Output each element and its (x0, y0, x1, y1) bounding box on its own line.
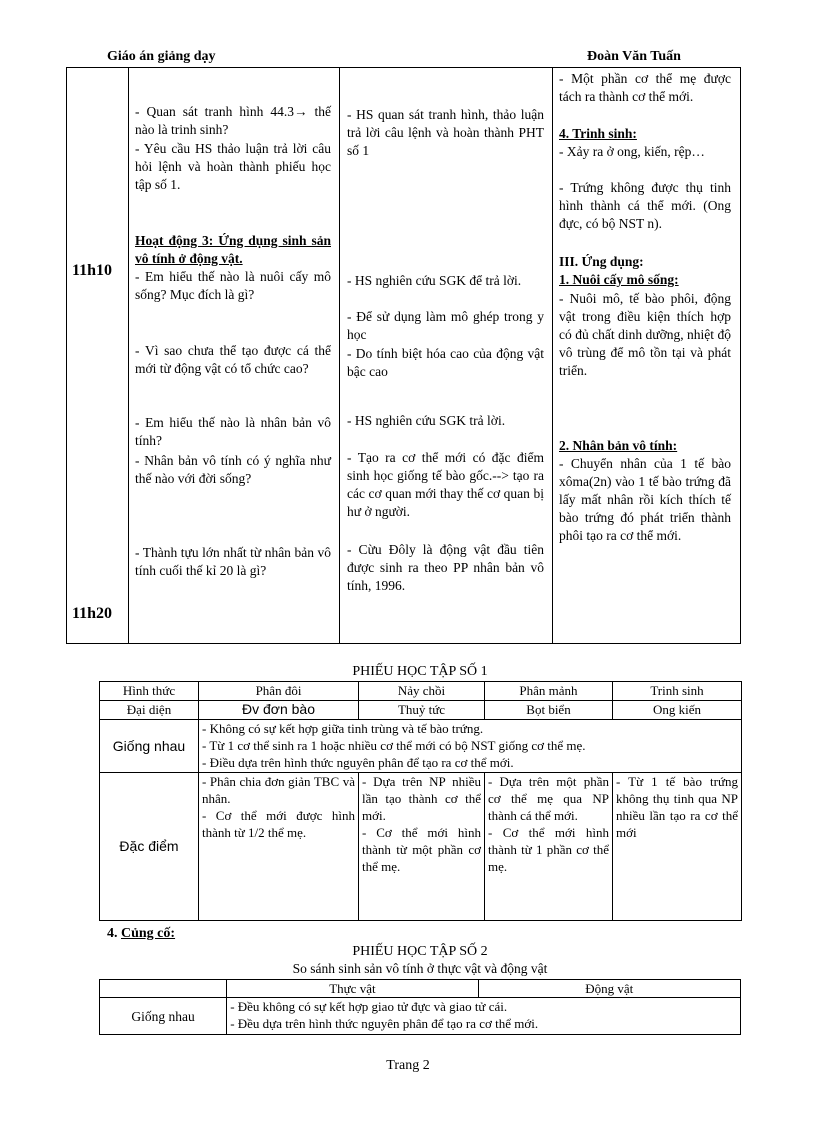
pht2-header-cell: Thực vật (227, 980, 478, 998)
pht1-representative-row (100, 701, 742, 720)
pht2-similar-label: Giống nhau (100, 998, 227, 1035)
student-activity-5: - HS nghiên cứu SGK trả lời. (347, 413, 506, 428)
student-activity-6: - Tạo ra cơ thể mới có đặc điểm sinh học giống tế bào gốc.--> tạo ra các cơ quan mới thay thế cơ quan bị hư ở người. (347, 450, 544, 519)
heading-cloning: 2. Nhân bản vô tính: (559, 438, 678, 453)
pht2-header-cell: Động vật (478, 980, 740, 998)
teacher-question-3b: - Nhân bản vô tính có ý nghĩa như thế nào với đời sống? (135, 453, 331, 486)
pht2-similar-line: - Đều không có sự kết hợp giao tử đực và giao tử cái. (230, 999, 508, 1014)
pht1-similar-cell (199, 720, 742, 773)
pht1-header-row (100, 682, 742, 701)
heading-tissue-culture: 1. Nuôi cấy mô sống: (559, 272, 679, 287)
student-activity-1: - HS quan sát tranh hình, thảo luận trả lời câu lệnh và hoàn thành PHT số 1 (347, 107, 544, 158)
activity-3-label: Hoạt động 3: Ứng dụng sinh sản vô tính ở động vật. (135, 233, 331, 266)
header-right: Đoàn Văn Tuấn (587, 49, 681, 64)
pht1-title: PHIẾU HỌC TẬP SỐ 1 (352, 664, 488, 679)
pht1-header-cell: Hình thức (100, 682, 199, 701)
time-start: 11h10 (72, 262, 113, 279)
section-4-title: Củng cố: (121, 926, 176, 941)
heading-applications: III. Ứng dụng: (559, 254, 644, 269)
teacher-activity-1: - Quan sát tranh hình 44.3→ thế nào là trinh sinh? (135, 104, 331, 137)
pht1-similar-line: - Không có sự kết hợp giữa tinh trùng và tế bào trứng. (202, 721, 484, 736)
pht2-similar-row (100, 998, 741, 1035)
pht1-cell: Đại diện (100, 701, 199, 720)
pht2-table (99, 979, 741, 1035)
content-parthenogenesis-1: - Xảy ra ở ong, kiến, rệp… (559, 144, 705, 159)
teacher-question-4: - Thành tựu lớn nhất từ nhân bản vô tính cuối thế kỉ 20 là gì? (135, 545, 331, 578)
section-4-heading (107, 926, 175, 942)
teacher-question-1: - Em hiểu thế nào là nuôi cấy mô sống? Mục đích là gì? (135, 269, 331, 302)
student-activity-4: - Do tính biệt hóa cao của động vật bậc cao (347, 346, 544, 379)
pht1-similar-row (100, 720, 742, 773)
activity-3-title (135, 232, 331, 268)
pht2-title: PHIẾU HỌC TẬP SỐ 2 (352, 944, 488, 959)
pht1-feature-parthenogenesis: - Từ 1 tế bào trứng không thụ tinh qua NP nhiều lần tạo ra cơ thể mới (613, 773, 742, 921)
page-number: Trang 2 (386, 1058, 430, 1073)
pht1-feature-budding: - Dựa trên NP nhiều lần tạo thành cơ thể mới. - Cơ thể mới hình thành từ một phần cơ thể mẹ. (359, 773, 485, 921)
student-activity-7: - Cừu Đôly là động vật đầu tiên được sinh ra theo PP nhân bản vô tính, 1996. (347, 542, 544, 593)
pht1-features-label: Đặc điểm (100, 773, 199, 921)
pht1-cell: Bọt biển (485, 701, 613, 720)
content-parthenogenesis-2: - Trứng không được thụ tinh hình thành cá thể mới. (Ong đực, có bộ NST n). (559, 180, 731, 231)
pht2-header-cell (100, 980, 227, 998)
student-activity-3: - Để sử dụng làm mô ghép trong y học (347, 309, 544, 342)
pht1-similar-line: - Từ 1 cơ thể sinh ra 1 hoặc nhiều cơ thể mới có bộ NST giống cơ thể mẹ. (202, 738, 586, 753)
pht1-similar-line: - Điều dựa trên hình thức nguyên phân để tạo ra cơ thể mới. (202, 755, 514, 770)
pht1-feature-fission: - Phân chia đơn giản TBC và nhân. - Cơ thể mới được hình thành từ 1/2 thể mẹ. (199, 773, 359, 921)
pht1-table (99, 681, 742, 921)
teacher-question-2: - Vì sao chưa thể tạo được cá thể mới từ động vật có tổ chức cao? (135, 343, 331, 376)
pht2-similar-line: - Đều dựa trên hình thức nguyên phân để tạo ra cơ thể mới. (230, 1016, 539, 1031)
content-cloning: - Chuyển nhân của 1 tế bào xôma(2n) vào 1 tế bào trứng đã lấy mất nhân rồi kích thích tế bào trứng đó phát triển thành phôi tạo ra cơ thể mới. (559, 456, 731, 543)
student-activity-2: - HS nghiên cứu SGK để trả lời. (347, 273, 522, 288)
section-4-number: 4. (107, 926, 118, 941)
header-left: Giáo án giảng dạy (107, 49, 216, 64)
pht1-similar-label: Giống nhau (100, 720, 199, 773)
content-tissue-culture: - Nuôi mô, tế bào phôi, động vật trong điều kiện thích hợp có đủ chất dinh dưỡng, nhiệt độ vô trùng để mô tồn tại và phát triển. (559, 291, 731, 378)
heading-parthenogenesis: 4. Trinh sinh: (559, 126, 637, 141)
time-end: 11h20 (72, 605, 113, 622)
teacher-activity-2: - Yêu cầu HS thảo luận trả lời câu hỏi lệnh và hoàn thành phiếu học tập số 1. (135, 141, 331, 192)
pht2-similar-cell (227, 998, 741, 1035)
pht1-header-cell: Phân mảnh (485, 682, 613, 701)
pht1-cell: Ong kiến (613, 701, 742, 720)
pht1-header-cell: Trinh sinh (613, 682, 742, 701)
pht1-cell: Đv đơn bào (199, 701, 359, 720)
pht2-header-row (100, 980, 741, 998)
pht1-header-cell: Nảy chồi (359, 682, 485, 701)
pht2-subtitle: So sánh sinh sản vô tính ở thực vật và động vật (292, 961, 548, 976)
pht1-cell: Thuỷ tức (359, 701, 485, 720)
pht1-header-cell: Phân đôi (199, 682, 359, 701)
content-budding: - Một phần cơ thể mẹ được tách ra thành cơ thể mới. (559, 71, 731, 104)
pht1-features-row (100, 773, 742, 921)
teacher-question-3a: - Em hiểu thế nào là nhân bản vô tính? (135, 415, 331, 448)
pht1-feature-fragmentation: - Dựa trên một phần cơ thể mẹ qua NP thành cá thể mới. - Cơ thể mới hình thành từ 1 phần cơ thể mẹ. (485, 773, 613, 921)
